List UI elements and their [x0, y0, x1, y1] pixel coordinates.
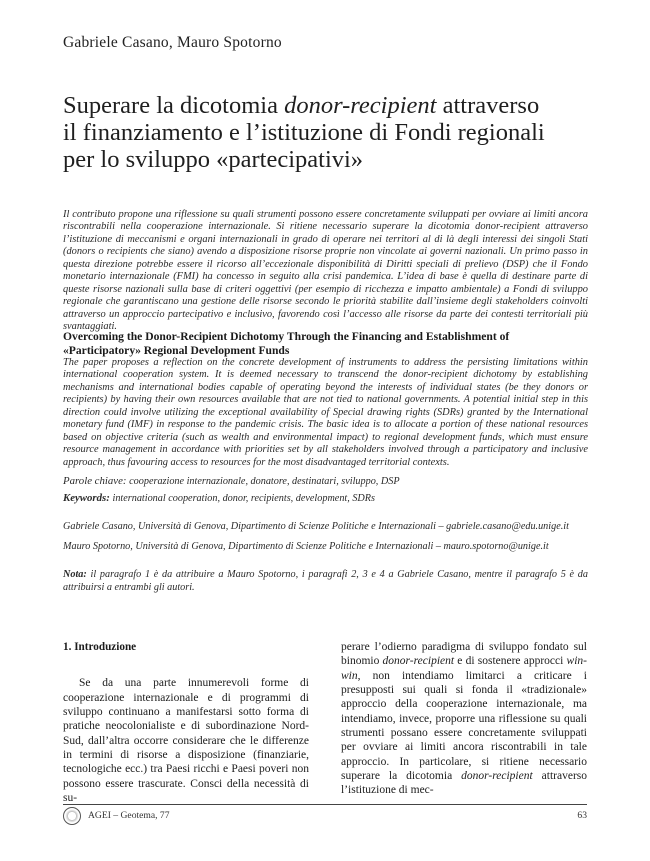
left-column	[63, 640, 309, 805]
affiliation-spotorno: Mauro Spotorno, Università di Genova, Dipartimento di Scienze Politiche e Internazionali – mauro.spotorno@unige.it	[63, 541, 549, 552]
running-authors: Gabriele Casano, Mauro Spotorno	[63, 34, 282, 51]
authorship-note	[63, 569, 588, 594]
title-line3: per lo sviluppo «partecipativi»	[63, 146, 364, 173]
section-heading: 1. Introduzione	[63, 641, 137, 653]
right-text-1: perare l’odierno paradigma di sviluppo fondato sul binomio	[341, 641, 587, 668]
page-number: 63	[577, 810, 587, 821]
journal-logo-icon	[63, 807, 81, 825]
title-line1-italic: donor-recipient	[284, 92, 437, 119]
abstract-italian: Il contributo propone una riflessione su quali strumenti possono essere concretamente sviluppati per ovviare ai limiti ancora riscontrabili nella cooperazione internazionale. Si ritiene necessario superare la dicotomia donor-recipient attraverso l’istituzione di meccanismi e organi internazionali in grado di operare nei territori al di là degli interessi dei singoli Stati (donors o recipients che siano) avendo a disposizione risorse proprie non vincolate ai governi nazionali. Un primo passo in questa direzione potrebbe essere il ricorso all’eccezionale disponibilità di Diritti speciali di prelievo (DSP) che il Fondo monetario internazionale (FMI) ha concesso in seguito alla crisi pandemica. L’idea di base è quella di destinare parte di queste risorse nazionali sulla base di criteri oggettivi (per esempio di ricchezza e impatto ambientale) a Fondi di sviluppo regionale che garantiscano una gestione delle risorse secondo le priorità stabilite dall’insieme degli stakeholders coinvolti attraverso un approccio partecipativo e inclusivo, favorendo così l’accesso alle risorse da parte dei contesti territoriali più svantaggiati.	[63, 209, 588, 333]
keywords-italian-value: cooperazione internazionale, donatore, destinatari, sviluppo, DSP	[129, 476, 400, 487]
title-line1-start: Superare la dicotomia	[63, 92, 285, 119]
right-italic-2: win-win	[341, 655, 587, 682]
abstract-english: The paper proposes a reflection on the concrete development of instruments to address the persisting limitations within international cooperation system. It is deemed necessary to transcend the donor-recipient dichotomy by establishing mechanisms and international bodies capable of operating beyond the interests of individual states (be they donors or recipients) by having their own resources available that are not tied to national governments. A potential initial step in this direction could involve utilizing the exceptional availability of Special drawing rights (SDRs) granted by the International monetary fund (IMF) in response to the pandemic crisis. The basic idea is to allocate a portion of these national resources based on objective criteria (such as wealth and environmental impact) to regional development funds, which must ensure resource management in accordance with priorities set by all stakeholders involved through a participatory and inclusive approach, thus favouring access to resources for the most disadvantaged territorial contexts.	[63, 357, 588, 468]
footer-rule	[63, 804, 587, 805]
keywords-english-value: international cooperation, donor, recipients, development, SDRs	[112, 493, 375, 504]
right-text-2: e di sostenere approcci	[454, 655, 567, 668]
article-title	[63, 92, 603, 173]
title-line1-end: attraverso	[436, 92, 540, 119]
title-line2: il finanziamento e l’istituzione di Fondi regionali	[63, 119, 545, 146]
note-text: il paragrafo 1 è da attribuire a Mauro Spotorno, i paragrafi 2, 3 e 4 a Gabriele Casano, mentre il paragrafo 5 è da attribuirsi a entrambi gli autori.	[63, 569, 588, 593]
affiliation-casano: Gabriele Casano, Università di Genova, Dipartimento di Scienze Politiche e Internazionali – gabriele.casano@edu.unige.it	[63, 521, 569, 532]
intro-paragraph: Se da una parte innumerevoli forme di cooperazione internazionale e di programmi di sviluppo continuano a manifestarsi sotto forma di pratiche neocolonialiste e di subordinazione Nord-Sud, dall’altra occorre considerare che le differenze in termini di risorse a disposizione (finanziarie, tecnologiche ecc.) tra Paesi ricchi e Paesi poveri non possono essere trascurate. Consci della necessità di su-	[63, 677, 309, 805]
journal-name: AGEI – Geotema, 77	[88, 810, 170, 821]
right-column	[341, 640, 587, 798]
keywords-italian-label: Parole chiave:	[63, 475, 127, 487]
keywords-english	[63, 492, 588, 505]
keywords-italian	[63, 475, 588, 488]
note-label: Nota:	[63, 569, 87, 580]
right-text-4: attraverso l’istituzione di mec-	[341, 770, 587, 797]
english-title: Overcoming the Donor-Recipient Dichotomy Through the Financing and Establishment of «Participatory» Regional Development Funds	[63, 330, 510, 357]
keywords-english-label: Keywords:	[63, 492, 110, 504]
right-italic-3: donor-recipient	[461, 770, 533, 783]
right-italic-1: donor-recipient	[382, 655, 455, 668]
right-text-3: , non intendiamo limitarci a criticare i presupposti sui quali si fonda il «tradizionale» approccio della cooperazione internazionale, ma intendiamo, invece, proporre una riflessione su quali strumenti possano essere concretamente sviluppati per ovviare ai limiti ancora riscontrabili in tale approccio. In particolare, si ritiene necessario superare la dicotomia	[341, 669, 587, 783]
